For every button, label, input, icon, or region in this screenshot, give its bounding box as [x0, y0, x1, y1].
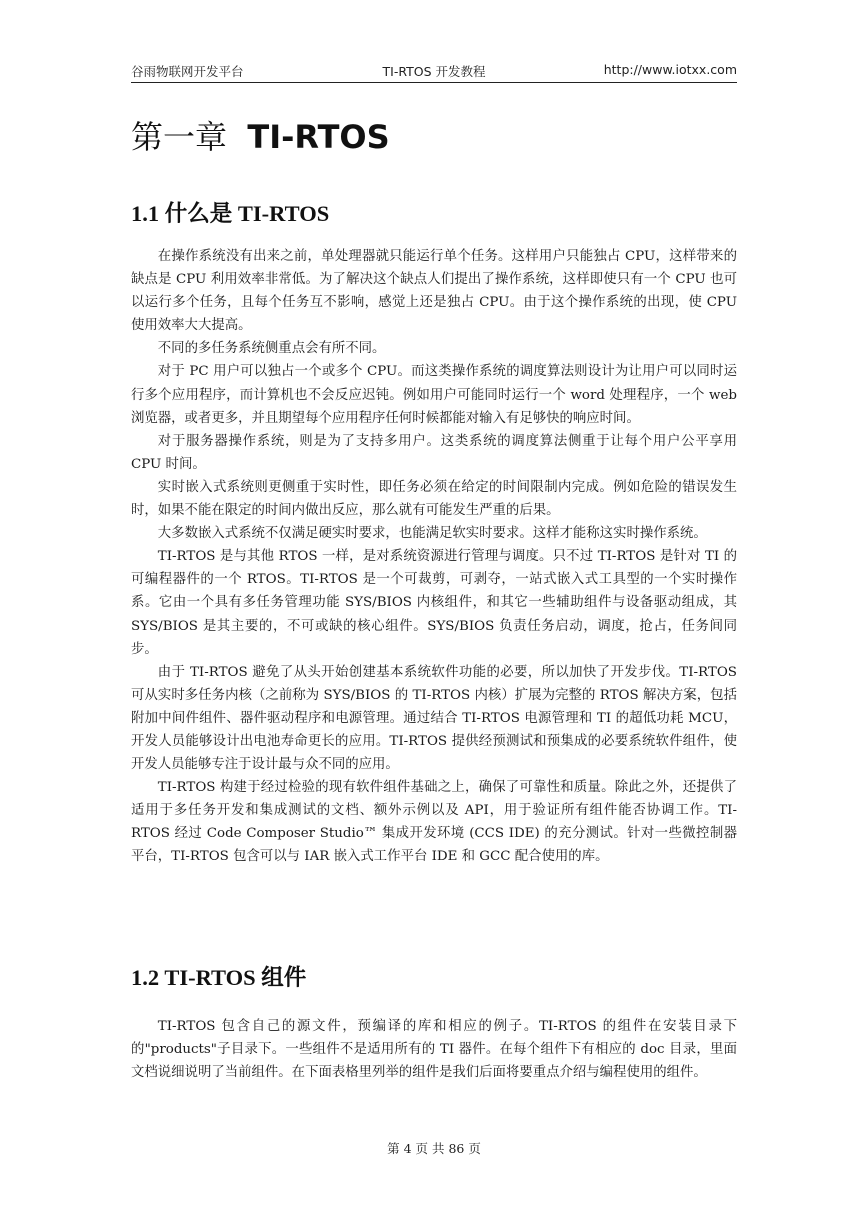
chapter-title — [131, 112, 390, 158]
section-heading-1-2: 1.2 TI-RTOS 组件 — [131, 965, 307, 990]
paragraph: 由于 TI-RTOS 避免了从头开始创建基本系统软件功能的必要，所以加快了开发步伐。TI-RTOS 可从实时多任务内核（之前称为 SYS/BIOS 的 TI-RTOS 内核）扩展为完整的 RTOS 解决方案，包括附加中间件组件、器件驱动程序和电源管理。通过结合 TI-RTOS 电源管理和 TI 的超低功耗 MCU，开发人员能够设计出电池寿命更长的应用。TI-RTOS 提供经预测试和预集成的必要系统软件组件，使开发人员能够专注于设计最与众不同的应用。 — [131, 664, 737, 773]
paragraph: TI-RTOS 构建于经过检验的现有软件组件基础之上，确保了可靠性和质量。除此之外，还提供了适用于多任务开发和集成测试的文档、额外示例以及 API，用于验证所有组件能否协调工作。TI-RTOS 经过 Code Composer Studio™ 集成开发环境 (CCS IDE) 的充分测试。针对一些微控制器平台，TI-RTOS 包含可以与 IAR 嵌入式工作平台 IDE 和 GCC 配合使用的库。 — [131, 780, 737, 865]
header-url: http://www.iotxx.com — [603, 62, 737, 77]
paragraph: 对于服务器操作系统，则是为了支持多用户。这类系统的调度算法侧重于让每个用户公平享用 CPU 时间。 — [131, 433, 737, 472]
section-1-1-body — [131, 245, 737, 869]
page-number: 第 4 页 共 86 页 — [387, 1141, 481, 1156]
paragraph: TI-RTOS 是与其他 RTOS 一样，是对系统资源进行管理与调度。只不过 TI-RTOS 是针对 TI 的可编程器件的一个 RTOS。TI-RTOS 是一个可裁剪，可剥夺，一站式嵌入式工具型的一个实时操作系。它由一个具有多任务管理功能 SYS/BIOS 内核组件，和其它一些辅助组件与设备驱动组成，其 SYS/BIOS 是其主要的，不可或缺的核心组件。SYS/BIOS 负责任务启动，调度，抢占，任务间同步。 — [131, 549, 737, 657]
page-header — [131, 60, 737, 83]
paragraph: 实时嵌入式系统则更侧重于实时性，即任务必须在给定的时间限制内完成。例如危险的错误发生时，如果不能在限定的时间内做出反应，那么就有可能发生严重的后果。 — [131, 479, 737, 519]
header-site-name: 谷雨物联网开发平台 — [131, 64, 244, 79]
paragraph: TI-RTOS 包含自己的源文件，预编译的库和相应的例子。TI-RTOS 的组件在安装目录下的"products"子目录下。一些组件不是适用所有的 TI 器件。在每个组件下有相应的 doc 目录，里面文档说细说明了当前组件。在下面表格里列举的组件是我们后面将要重点介绍与编程使用的组件。 — [131, 1019, 737, 1081]
paragraph: 大多数嵌入式系统不仅满足硬实时要求，也能满足软实时要求。这样才能称这实时操作系统。 — [157, 526, 707, 542]
section-1-2-body — [131, 1015, 737, 1084]
paragraph: 对于 PC 用户可以独占一个或多个 CPU。而这类操作系统的调度算法则设计为让用户可以同时运行多个应用程序，而计算机也不会反应迟钝。例如用户可能同时运行一个 word 处理程序，一个 web 浏览器，或者更多，并且期望每个应用程序任何时候都能对输入有足够快的响应时间。 — [131, 364, 737, 426]
paragraph: 在操作系统没有出来之前，单处理器就只能运行单个任务。这样用户只能独占 CPU，这样带来的缺点是 CPU 利用效率非常低。为了解决这个缺点人们提出了操作系统，这样即使只有一个 CPU 也可以运行多个任务，且每个任务互不影响，感觉上还是独占 CPU。由于这个操作系统的出现，使 CPU 使用效率大大提高。 — [131, 249, 737, 334]
chapter-name: TI-RTOS — [247, 118, 390, 156]
chapter-label: 第一章 — [131, 118, 228, 156]
paragraph: 不同的多任务系统侧重点会有所不同。 — [157, 341, 386, 357]
header-doc-title: TI-RTOS 开发教程 — [382, 64, 486, 79]
section-heading-1-1: 1.1 什么是 TI-RTOS — [131, 201, 330, 226]
